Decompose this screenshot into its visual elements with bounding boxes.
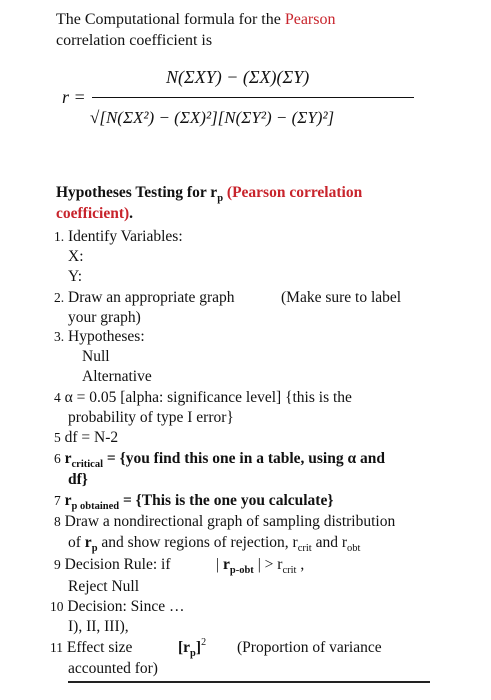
step-number: 11 <box>50 640 63 655</box>
step-text: Draw an appropriate graph <box>68 289 235 306</box>
variable-y: Y: <box>68 268 83 285</box>
step-4 <box>54 390 352 406</box>
step-text: = 0.05 [alpha: significance level] {this is the <box>76 389 352 406</box>
step-4-cont: probability of type I error} <box>68 409 234 426</box>
r-p-obt-sub: p-obt <box>229 565 254 576</box>
r-symbol: r <box>64 492 72 509</box>
intro-prefix: The Computational formula for the <box>56 11 281 28</box>
step-number: 1. <box>54 229 65 244</box>
step-11 <box>50 640 132 656</box>
intro-line-1 <box>56 12 335 28</box>
r-critical-sub: critical <box>71 459 103 470</box>
step-number: 10 <box>50 599 64 614</box>
comma: , <box>300 556 305 573</box>
step-3 <box>54 329 145 345</box>
step-8 <box>54 514 395 530</box>
r-symbol: r <box>64 450 72 467</box>
step-number: 5 <box>54 430 61 445</box>
heading-suffix: . <box>129 205 134 222</box>
formula-lhs: r = <box>62 87 86 107</box>
bottom-divider <box>68 681 430 683</box>
step-text: Hypotheses: <box>68 328 145 345</box>
regions-text: and show regions of rejection, <box>101 534 289 551</box>
r-obtained-sub: p obtained <box>71 501 120 512</box>
step-number: 7 <box>54 493 61 508</box>
reject-null: Reject Null <box>68 578 140 595</box>
step-2-cont: your graph) <box>68 309 141 326</box>
step-1 <box>54 229 183 245</box>
step-number: 4 <box>54 390 61 405</box>
r-obt-symbol: r <box>341 534 348 551</box>
step-10 <box>50 599 184 615</box>
alternative-hypothesis: Alternative <box>82 368 152 385</box>
heading-sub: p <box>217 193 224 204</box>
r-obt-sub: obt <box>347 543 361 554</box>
step-text: Decision: Since … <box>67 598 185 615</box>
r-crit-symbol: r <box>277 556 283 573</box>
r-crit-sub: crit <box>282 565 297 576</box>
fraction-bar <box>92 97 414 98</box>
r-crit-symbol: r <box>292 534 298 551</box>
and-text: and <box>315 534 338 551</box>
step-11-cont: accounted for) <box>68 660 158 677</box>
formula-denominator: √[N(ΣX²) − (ΣX)²][N(ΣY²) − (ΣY)²] <box>90 108 335 127</box>
bracket-sup: 2 <box>201 637 207 648</box>
step-5 <box>54 430 118 446</box>
step-8-cont <box>68 534 361 554</box>
null-hypothesis: Null <box>82 348 110 365</box>
step-7 <box>54 492 334 512</box>
step-number: 8 <box>54 514 61 529</box>
alpha-symbol: α <box>64 389 73 406</box>
step-text: Draw a nondirectional graph of sampling distribution <box>64 513 396 530</box>
abs-open: | <box>216 556 220 573</box>
variable-x: X: <box>68 248 84 265</box>
hypothesis-heading-line-2 <box>56 206 133 222</box>
r-crit-sub: crit <box>297 543 312 554</box>
step-2 <box>54 290 235 306</box>
step-text: Effect size <box>66 639 133 656</box>
heading-highlight-1: (Pearson correlation <box>226 184 363 201</box>
r-p-sub: p <box>91 543 98 554</box>
hypothesis-heading-line-1 <box>56 184 363 204</box>
step-number: 3. <box>54 329 65 344</box>
r-symbol: r <box>84 534 92 551</box>
step-10-cont: I), II, III), <box>68 618 129 635</box>
bracket-sub: p <box>190 648 196 659</box>
step-6 <box>54 450 386 470</box>
step-number: 9 <box>54 557 61 572</box>
abs-close: | > <box>257 556 274 573</box>
effect-size-formula <box>178 637 207 659</box>
step-11-note: (Proportion of variance <box>237 639 382 656</box>
step-text: Identify Variables: <box>68 228 183 245</box>
step-2-note: (Make sure to label <box>281 289 402 306</box>
step-text: df = N-2 <box>64 429 119 446</box>
step-text: Decision Rule: if <box>64 556 171 573</box>
pearson-highlight: Pearson <box>284 11 336 28</box>
decision-rule-condition <box>216 556 305 576</box>
bracket-open: [r <box>178 639 191 656</box>
heading-prefix: Hypotheses Testing for r <box>56 184 218 201</box>
step-6-cont: df} <box>68 471 88 488</box>
of-text: of <box>68 534 81 551</box>
formula-numerator: N(ΣXY) − (ΣX)(ΣY) <box>166 67 310 87</box>
step-text: = {This is the one you calculate} <box>122 492 334 509</box>
intro-line-2: correlation coefficient is <box>56 32 213 49</box>
step-number: 2. <box>54 290 65 305</box>
step-text: = {you find this one in a table, using α and <box>106 450 386 467</box>
step-number: 6 <box>54 451 61 466</box>
r-symbol: r <box>222 556 230 573</box>
step-9 <box>54 557 171 573</box>
heading-highlight-2: coefficient) <box>56 205 130 222</box>
bracket-close: ] <box>195 639 202 656</box>
